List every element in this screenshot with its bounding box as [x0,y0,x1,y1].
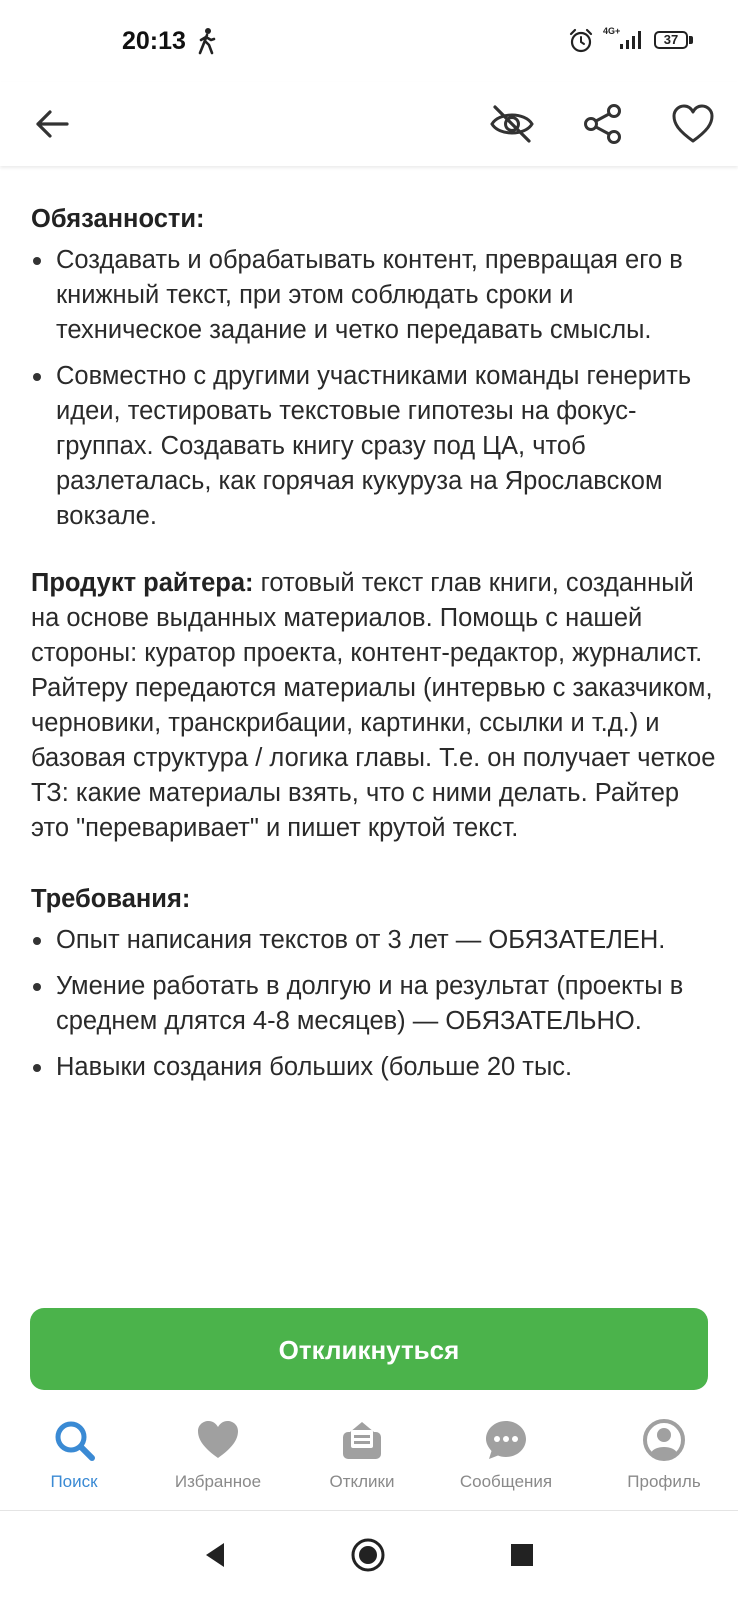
product-paragraph [31,566,721,846]
nav-label: Профиль [627,1472,701,1491]
nav-label: Сообщения [459,1472,553,1491]
list-item: Навыки создания больших (больше 20 тыс. [31,1050,721,1085]
favorite-button[interactable] [663,94,723,154]
heart-icon [196,1418,240,1462]
nav-item-responses[interactable] [292,1404,432,1510]
respond-button[interactable]: Откликнуться [30,1308,708,1390]
nav-item-search[interactable] [4,1404,144,1510]
profile-icon [642,1418,686,1462]
alarm-icon [568,28,594,54]
nav-item-messages[interactable] [436,1404,576,1510]
system-recents-icon[interactable] [504,1537,540,1573]
product-text: готовый текст глав книги, созданный на основе выданных материалов. Помощь с нашей стороны: куратор проекта, контент-редактор, журналист. Райтеру передаются материалы (интервью с заказчиком, черновики, транскрибации, картинки, ссылки и т.д.) и базовая структура / логика главы. Т.е. он получает четкое ТЗ: какие материалы взять, что с ними делать. Райтер это "переваривает" и пишет крутой текст. [31,569,716,842]
back-button[interactable] [22,94,82,154]
chat-icon [484,1418,528,1462]
section-requirements-title: Требования: [31,885,191,913]
battery-level: 37 [654,31,688,49]
battery-icon [654,31,694,51]
duties-list [31,243,721,534]
nav-label: Избранное [174,1472,262,1491]
back-arrow-icon [35,109,69,139]
vacancy-description[interactable] [0,166,738,1290]
walking-icon [196,27,218,55]
nav-item-favorites[interactable] [148,1404,288,1510]
product-label: Продукт райтера: [31,569,254,597]
hide-vacancy-button[interactable] [482,94,542,154]
heart-outline-icon [671,104,715,144]
list-item: Умение работать в долгую и на результат (проекты в среднем длятся 4-8 месяцев) — ОБЯЗАТЕЛЬНО. [31,969,721,1039]
share-button[interactable] [573,94,633,154]
responses-icon [340,1418,384,1462]
status-time: 20:13 [122,27,186,55]
nav-label: Отклики [329,1472,395,1491]
section-duties-title: Обязанности: [31,205,205,233]
requirements-list [31,923,721,1085]
signal-icon [618,30,646,50]
list-item: Создавать и обрабатывать контент, превращая его в книжный текст, при этом соблюдать сроки и техническое задание и четко передавать смыслы. [31,243,721,348]
list-item: Совместно с другими участниками команды генерить идеи, тестировать текстовые гипотезы на фокус-группах. Создавать книгу сразу под ЦА, чтоб разлеталась, как горячая кукуруза на Ярославском вокзале. [31,359,721,534]
share-icon [582,103,624,145]
app-bar [0,82,738,166]
system-back-icon[interactable] [198,1537,234,1573]
status-bar [0,0,738,82]
eye-off-icon [489,104,535,144]
list-item: Опыт написания текстов от 3 лет — ОБЯЗАТЕЛЕН. [31,923,721,958]
nav-item-profile[interactable] [594,1404,734,1510]
system-home-icon[interactable] [350,1537,386,1573]
search-icon [52,1418,96,1462]
network-type: 4G+ [603,26,621,36]
nav-label: Поиск [50,1472,98,1491]
system-navigation-bar [0,1511,738,1600]
bottom-navigation [0,1404,738,1511]
